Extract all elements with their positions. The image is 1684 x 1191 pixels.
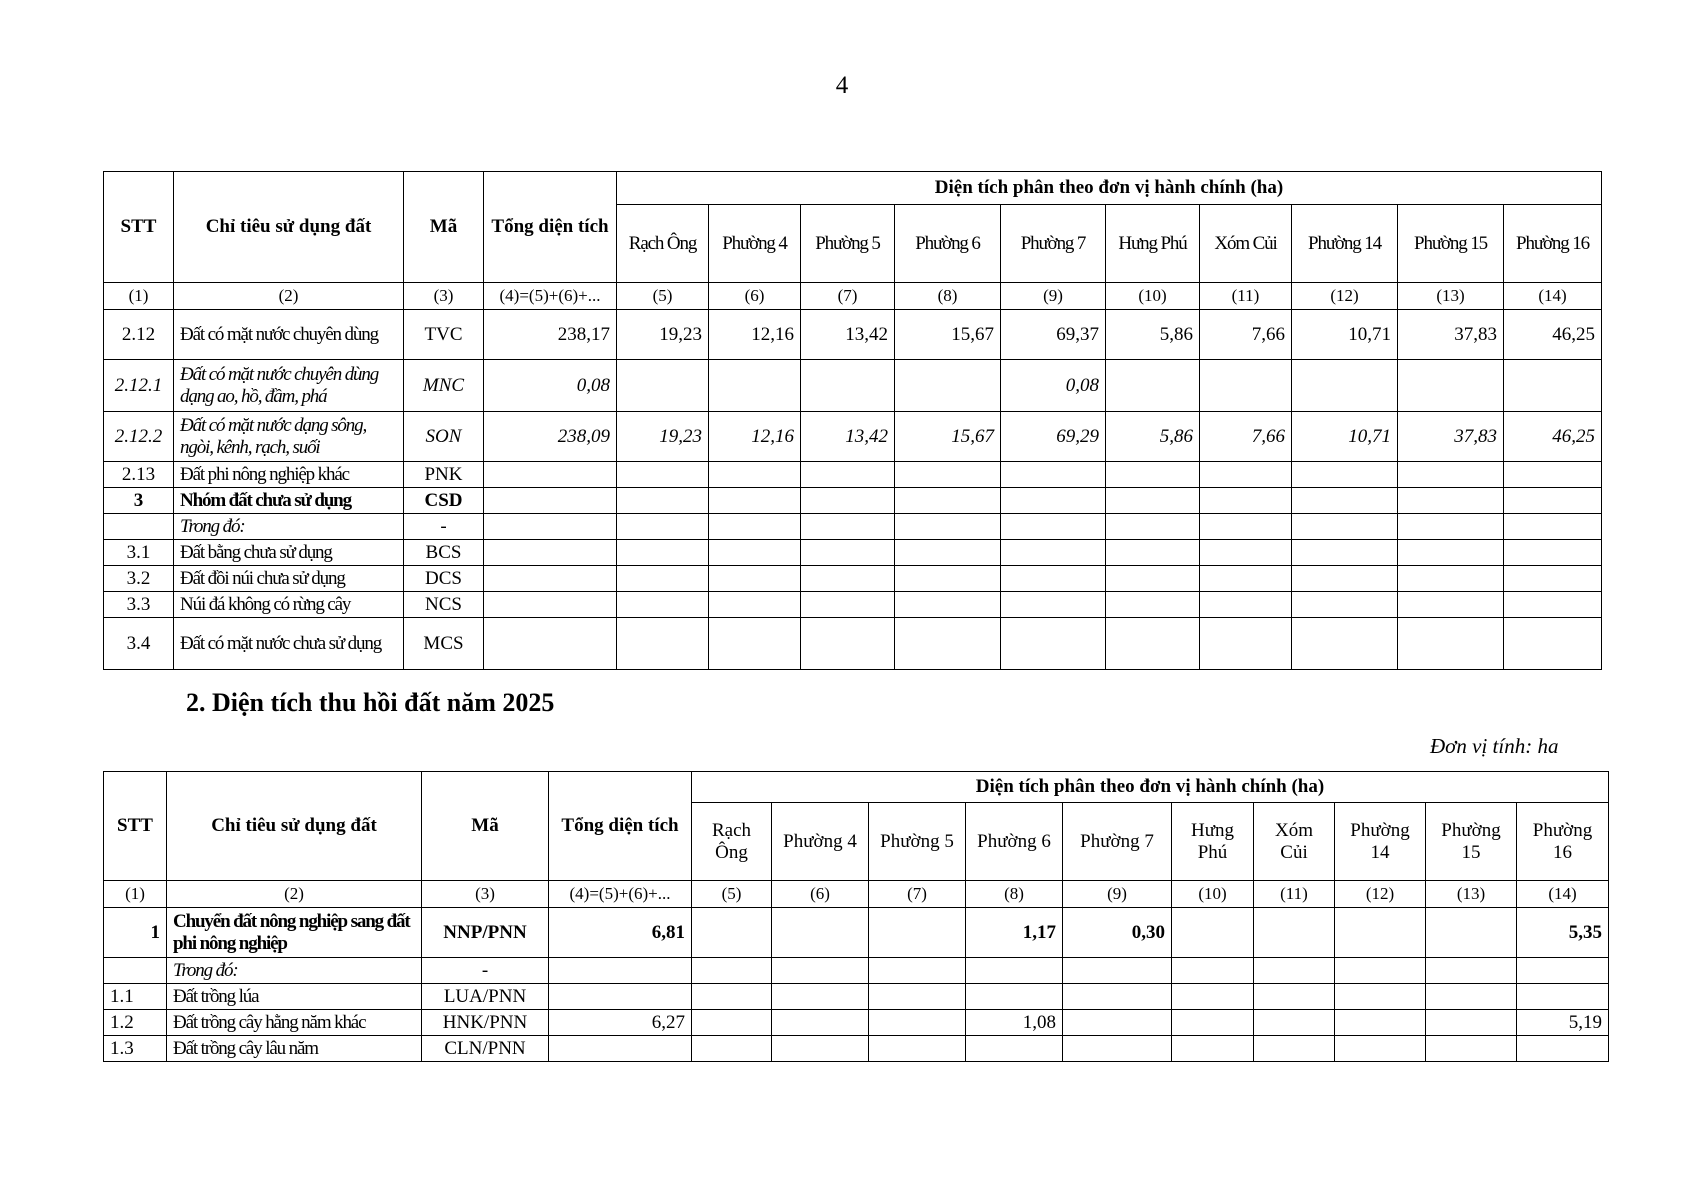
page-number: 4: [835, 72, 849, 99]
row-value: [1172, 1010, 1254, 1036]
row-value: [1292, 540, 1398, 566]
row-value: [1254, 1010, 1335, 1036]
row-code: SON: [404, 412, 484, 462]
row-value: [617, 618, 709, 670]
row-value: [1517, 958, 1609, 984]
row-value: [1426, 908, 1517, 958]
row-value: [966, 984, 1063, 1010]
row-total: 6,81: [549, 908, 692, 958]
row-indicator: Đất có mặt nước chuyên dùng dạng ao, hồ, đầm, phá: [174, 360, 404, 412]
row-value: [1426, 958, 1517, 984]
header-ward: Rạch Ông: [617, 205, 709, 283]
row-value: [1200, 566, 1292, 592]
table-row: [104, 462, 1602, 488]
row-value: [617, 592, 709, 618]
header-ward: Phường 7: [1001, 205, 1106, 283]
row-value: [1504, 488, 1602, 514]
column-number: (9): [1001, 283, 1106, 310]
row-value: [709, 566, 801, 592]
row-value: 1,08: [966, 1010, 1063, 1036]
row-indicator: Đất có mặt nước chuyên dùng: [174, 310, 404, 360]
row-value: [1001, 462, 1106, 488]
row-total: [484, 488, 617, 514]
header-ward: Hưng Phú: [1106, 205, 1200, 283]
row-value: 0,30: [1063, 908, 1172, 958]
column-number: (3): [422, 881, 549, 908]
row-indicator: Đất trồng cây hằng năm khác: [167, 1010, 422, 1036]
row-value: [1398, 592, 1504, 618]
row-value: [1200, 540, 1292, 566]
row-indicator: Đất có mặt nước dạng sông, ngòi, kênh, rạch, suối: [174, 412, 404, 462]
row-value: [801, 488, 895, 514]
row-value: [709, 540, 801, 566]
row-value: [709, 592, 801, 618]
row-value: [1504, 540, 1602, 566]
row-value: 13,42: [801, 412, 895, 462]
row-code: MNC: [404, 360, 484, 412]
column-number: (3): [404, 283, 484, 310]
row-value: [1504, 462, 1602, 488]
row-indicator: Đất trồng lúa: [167, 984, 422, 1010]
column-number: (1): [104, 881, 167, 908]
row-value: [1292, 514, 1398, 540]
row-value: [1200, 488, 1292, 514]
row-value: [1254, 908, 1335, 958]
row-stt: 2.12: [104, 310, 174, 360]
row-value: [692, 958, 772, 984]
row-value: [1517, 984, 1609, 1010]
row-value: [692, 1036, 772, 1062]
row-value: [772, 1036, 869, 1062]
row-value: [1398, 566, 1504, 592]
header-ward: Phường 15: [1426, 803, 1517, 881]
row-value: [617, 462, 709, 488]
table-row: [104, 310, 1602, 360]
row-value: 1,17: [966, 908, 1063, 958]
column-number: (8): [895, 283, 1001, 310]
row-code: NNP/PNN: [422, 908, 549, 958]
column-number: (14): [1504, 283, 1602, 310]
row-value: [801, 566, 895, 592]
row-value: [1292, 462, 1398, 488]
column-number: (2): [167, 881, 422, 908]
row-value: [1200, 462, 1292, 488]
row-indicator: Đất bằng chưa sử dụng: [174, 540, 404, 566]
section-title: 2. Diện tích thu hồi đất năm 2025: [186, 688, 555, 717]
row-value: 7,66: [1200, 412, 1292, 462]
row-value: [1001, 592, 1106, 618]
row-value: [1254, 1036, 1335, 1062]
row-value: 69,37: [1001, 310, 1106, 360]
row-value: [1504, 592, 1602, 618]
row-stt: 1: [104, 908, 167, 958]
row-total: [484, 540, 617, 566]
row-total: [484, 618, 617, 670]
column-number: (12): [1292, 283, 1398, 310]
row-total: 238,17: [484, 310, 617, 360]
row-stt: 1.1: [104, 984, 167, 1010]
row-code: CLN/PNN: [422, 1036, 549, 1062]
table-row: [104, 412, 1602, 462]
row-value: [1504, 566, 1602, 592]
row-value: 5,86: [1106, 412, 1200, 462]
row-value: [801, 514, 895, 540]
row-value: [1335, 1010, 1426, 1036]
column-number: (10): [1106, 283, 1200, 310]
row-value: [1426, 1010, 1517, 1036]
row-value: [895, 462, 1001, 488]
table-row: [104, 488, 1602, 514]
row-value: [1254, 958, 1335, 984]
row-value: 5,35: [1517, 908, 1609, 958]
row-total: 0,08: [484, 360, 617, 412]
row-code: LUA/PNN: [422, 984, 549, 1010]
row-value: 0,08: [1001, 360, 1106, 412]
row-value: [1398, 488, 1504, 514]
table-row: [104, 618, 1602, 670]
row-value: [869, 984, 966, 1010]
header-code: Mã: [404, 172, 484, 283]
row-value: [1063, 1036, 1172, 1062]
row-stt: 2.12.2: [104, 412, 174, 462]
row-value: [895, 566, 1001, 592]
header-ward: Phường 14: [1292, 205, 1398, 283]
row-stt: [104, 958, 167, 984]
row-value: 37,83: [1398, 412, 1504, 462]
column-number: (4)=(5)+(6)+...: [484, 283, 617, 310]
row-indicator: Đất trồng cây lâu năm: [167, 1036, 422, 1062]
column-number: (2): [174, 283, 404, 310]
header-ward: Xóm Củi: [1200, 205, 1292, 283]
row-value: [1106, 592, 1200, 618]
header-ward: Phường 4: [772, 803, 869, 881]
row-value: [1106, 462, 1200, 488]
row-value: [966, 958, 1063, 984]
row-value: [1200, 592, 1292, 618]
table-row: [104, 984, 1609, 1010]
row-code: HNK/PNN: [422, 1010, 549, 1036]
row-value: [1504, 618, 1602, 670]
column-number: (7): [801, 283, 895, 310]
row-code: MCS: [404, 618, 484, 670]
row-total: [484, 514, 617, 540]
row-value: [1398, 618, 1504, 670]
land-use-table-1: [103, 171, 1602, 670]
row-value: [1200, 514, 1292, 540]
row-value: [1398, 360, 1504, 412]
row-value: [1292, 360, 1398, 412]
row-value: [895, 618, 1001, 670]
row-value: [1335, 984, 1426, 1010]
header-ward: Phường 4: [709, 205, 801, 283]
row-stt: 2.12.1: [104, 360, 174, 412]
row-value: [617, 488, 709, 514]
row-value: [1106, 566, 1200, 592]
row-value: [1106, 488, 1200, 514]
header-ward: Phường 14: [1335, 803, 1426, 881]
row-code: BCS: [404, 540, 484, 566]
row-value: [1172, 984, 1254, 1010]
column-number: (14): [1517, 881, 1609, 908]
header-indicator: Chỉ tiêu sử dụng đất: [174, 172, 404, 283]
row-value: [709, 360, 801, 412]
row-value: 19,23: [617, 310, 709, 360]
row-value: [1426, 984, 1517, 1010]
column-number: (6): [709, 283, 801, 310]
table-row: [104, 514, 1602, 540]
row-value: [966, 1036, 1063, 1062]
column-number: (10): [1172, 881, 1254, 908]
row-stt: 2.13: [104, 462, 174, 488]
column-number: (4)=(5)+(6)+...: [549, 881, 692, 908]
header-admin-group: Diện tích phân theo đơn vị hành chính (ha): [692, 772, 1609, 803]
row-total: [484, 592, 617, 618]
row-value: [1335, 908, 1426, 958]
header-code: Mã: [422, 772, 549, 881]
row-value: 15,67: [895, 310, 1001, 360]
table-row: [104, 360, 1602, 412]
row-value: [869, 908, 966, 958]
row-value: [801, 618, 895, 670]
column-number: (12): [1335, 881, 1426, 908]
column-number: (8): [966, 881, 1063, 908]
row-value: [1106, 360, 1200, 412]
header-total: Tổng diện tích: [484, 172, 617, 283]
row-value: [1504, 360, 1602, 412]
row-code: NCS: [404, 592, 484, 618]
row-value: [869, 958, 966, 984]
row-indicator: Đất có mặt nước chưa sử dụng: [174, 618, 404, 670]
column-number: (9): [1063, 881, 1172, 908]
header-ward: Phường 6: [966, 803, 1063, 881]
header-ward: Phường 5: [801, 205, 895, 283]
row-value: 5,86: [1106, 310, 1200, 360]
row-indicator: Trong đó:: [167, 958, 422, 984]
row-stt: 3.1: [104, 540, 174, 566]
row-value: [617, 514, 709, 540]
row-value: [709, 618, 801, 670]
table-row: [104, 566, 1602, 592]
row-value: [1292, 566, 1398, 592]
row-value: [692, 1010, 772, 1036]
header-ward: Phường 5: [869, 803, 966, 881]
row-stt: 3.4: [104, 618, 174, 670]
row-value: [895, 514, 1001, 540]
column-number: (5): [692, 881, 772, 908]
header-ward: Phường 15: [1398, 205, 1504, 283]
row-value: 12,16: [709, 412, 801, 462]
row-value: [1172, 958, 1254, 984]
row-value: 46,25: [1504, 310, 1602, 360]
row-value: [1172, 1036, 1254, 1062]
header-admin-group: Diện tích phân theo đơn vị hành chính (ha): [617, 172, 1602, 205]
row-total: [549, 958, 692, 984]
row-value: [1292, 488, 1398, 514]
table-row: [104, 592, 1602, 618]
column-number: (13): [1426, 881, 1517, 908]
row-code: PNK: [404, 462, 484, 488]
row-value: [617, 360, 709, 412]
row-stt: [104, 514, 174, 540]
row-indicator: Chuyển đất nông nghiệp sang đất phi nông nghiệp: [167, 908, 422, 958]
header-ward: Rạch Ông: [692, 803, 772, 881]
row-value: [1398, 462, 1504, 488]
row-value: [772, 984, 869, 1010]
row-value: [1504, 514, 1602, 540]
row-value: 69,29: [1001, 412, 1106, 462]
header-stt: STT: [104, 172, 174, 283]
table-row: [104, 908, 1609, 958]
column-number: (13): [1398, 283, 1504, 310]
row-value: 15,67: [895, 412, 1001, 462]
row-value: [1001, 566, 1106, 592]
row-value: [1200, 360, 1292, 412]
row-value: [801, 540, 895, 566]
row-value: [1001, 618, 1106, 670]
row-code: CSD: [404, 488, 484, 514]
row-indicator: Nhóm đất chưa sử dụng: [174, 488, 404, 514]
land-recovery-table: [103, 771, 1609, 1062]
row-value: [772, 908, 869, 958]
row-value: [692, 984, 772, 1010]
row-stt: 3.2: [104, 566, 174, 592]
row-total: 6,27: [549, 1010, 692, 1036]
row-value: [869, 1036, 966, 1062]
header-ward: Xóm Củi: [1254, 803, 1335, 881]
header-ward: Phường 6: [895, 205, 1001, 283]
column-number: (1): [104, 283, 174, 310]
row-value: 37,83: [1398, 310, 1504, 360]
header-ward: Phường 16: [1504, 205, 1602, 283]
row-value: [1292, 618, 1398, 670]
row-value: [1335, 958, 1426, 984]
row-value: [1172, 908, 1254, 958]
row-total: [549, 1036, 692, 1062]
row-stt: 1.2: [104, 1010, 167, 1036]
row-value: [1001, 540, 1106, 566]
row-value: [1398, 540, 1504, 566]
table-row: [104, 540, 1602, 566]
row-value: [801, 592, 895, 618]
header-indicator: Chỉ tiêu sử dụng đất: [167, 772, 422, 881]
table-row: [104, 1010, 1609, 1036]
row-value: [1292, 592, 1398, 618]
row-indicator: Trong đó:: [174, 514, 404, 540]
row-value: [895, 488, 1001, 514]
row-indicator: Đất phi nông nghiệp khác: [174, 462, 404, 488]
row-code: DCS: [404, 566, 484, 592]
row-value: [617, 566, 709, 592]
unit-note: Đơn vị tính: ha: [1430, 734, 1559, 758]
row-value: [692, 908, 772, 958]
row-stt: 1.3: [104, 1036, 167, 1062]
row-value: [709, 514, 801, 540]
row-value: [801, 360, 895, 412]
row-value: [772, 1010, 869, 1036]
row-value: [709, 488, 801, 514]
row-value: [1517, 1036, 1609, 1062]
row-value: [772, 958, 869, 984]
row-indicator: Đất đồi núi chưa sử dụng: [174, 566, 404, 592]
row-value: [1063, 958, 1172, 984]
header-ward: Hưng Phú: [1172, 803, 1254, 881]
column-number: (5): [617, 283, 709, 310]
column-number: (11): [1200, 283, 1292, 310]
row-value: 10,71: [1292, 412, 1398, 462]
row-total: [549, 984, 692, 1010]
column-number: (7): [869, 881, 966, 908]
row-code: -: [404, 514, 484, 540]
row-value: [869, 1010, 966, 1036]
row-value: [895, 592, 1001, 618]
row-value: 46,25: [1504, 412, 1602, 462]
row-value: 7,66: [1200, 310, 1292, 360]
header-ward: Phường 7: [1063, 803, 1172, 881]
header-ward: Phường 16: [1517, 803, 1609, 881]
row-stt: 3.3: [104, 592, 174, 618]
column-number: (6): [772, 881, 869, 908]
row-total: 238,09: [484, 412, 617, 462]
row-value: [895, 360, 1001, 412]
row-value: [709, 462, 801, 488]
row-value: 13,42: [801, 310, 895, 360]
row-value: [617, 540, 709, 566]
row-value: [1200, 618, 1292, 670]
row-value: 19,23: [617, 412, 709, 462]
row-value: [801, 462, 895, 488]
column-number: (11): [1254, 881, 1335, 908]
table-row: [104, 958, 1609, 984]
row-value: [1063, 984, 1172, 1010]
row-value: 10,71: [1292, 310, 1398, 360]
row-indicator: Núi đá không có rừng cây: [174, 592, 404, 618]
row-code: TVC: [404, 310, 484, 360]
row-value: [1426, 1036, 1517, 1062]
row-value: [1106, 618, 1200, 670]
row-code: -: [422, 958, 549, 984]
row-value: [895, 540, 1001, 566]
row-stt: 3: [104, 488, 174, 514]
row-total: [484, 566, 617, 592]
row-value: [1106, 540, 1200, 566]
row-value: [1001, 514, 1106, 540]
table-row: [104, 1036, 1609, 1062]
row-value: [1398, 514, 1504, 540]
row-value: [1001, 488, 1106, 514]
row-value: [1254, 984, 1335, 1010]
row-value: [1335, 1036, 1426, 1062]
header-total: Tổng diện tích: [549, 772, 692, 881]
row-value: 5,19: [1517, 1010, 1609, 1036]
row-value: [1106, 514, 1200, 540]
row-total: [484, 462, 617, 488]
header-stt: STT: [104, 772, 167, 881]
row-value: 12,16: [709, 310, 801, 360]
row-value: [1063, 1010, 1172, 1036]
